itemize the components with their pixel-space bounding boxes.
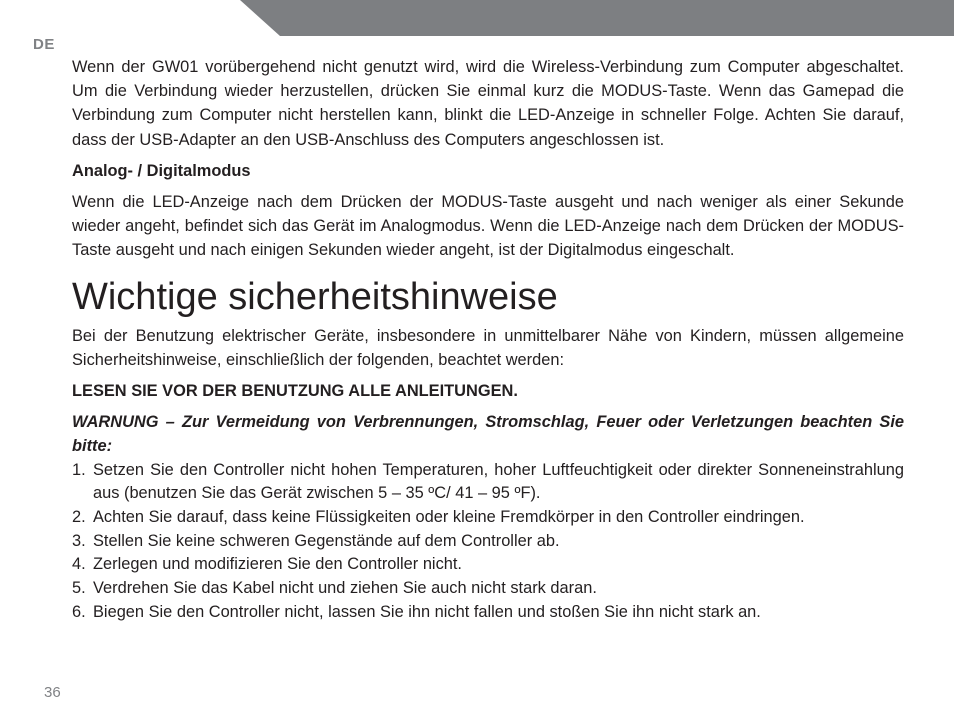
warning-text: WARNUNG – Zur Vermeidung von Verbrennungen, Stromschlag, Feuer oder Verletzungen beachten Sie bitte: [72, 413, 904, 456]
list-item [72, 459, 904, 506]
list-item [72, 577, 904, 601]
safety-title: Wichtige sicherheitshinweise [72, 275, 558, 318]
list-item-number: 2. [72, 508, 86, 527]
read-instructions-notice: LESEN SIE VOR DER BENUTZUNG ALLE ANLEITUNGEN. [72, 382, 518, 401]
language-label: DE [33, 36, 55, 53]
list-item [72, 506, 904, 530]
list-item-number: 6. [72, 602, 86, 621]
list-item-text: Verdrehen Sie das Kabel nicht und ziehen Sie auch nicht stark daran. [93, 579, 597, 598]
list-item-number: 3. [72, 531, 86, 550]
list-item-number: 5. [72, 579, 86, 598]
list-item-text: Stellen Sie keine schweren Gegenstände auf dem Controller ab. [93, 531, 560, 550]
list-item-number: 1. [72, 460, 86, 479]
page-content [72, 55, 904, 625]
safety-intro: Bei der Benutzung elektrischer Geräte, insbesondere in unmittelbarer Nähe von Kindern, müssen allgemeine Sicherheitshinweise, einschließlich der folgenden, beachtet werden: [72, 326, 904, 369]
list-item-text: Achten Sie darauf, dass keine Flüssigkeiten oder kleine Fremdkörper in den Controller eindringen. [93, 508, 805, 527]
list-item-text: Biegen Sie den Controller nicht, lassen Sie ihn nicht fallen und stoßen Sie ihn nicht stark an. [93, 602, 761, 621]
list-item [72, 601, 904, 625]
list-item-text: Zerlegen und modifizieren Sie den Controller nicht. [93, 555, 462, 574]
mode-section-heading: Analog- / Digitalmodus [72, 161, 251, 180]
list-item-text: Setzen Sie den Controller nicht hohen Temperaturen, hoher Luftfeuchtigkeit oder direkter Sonneneinstrahlung aus (benutzen Sie das Gerät zwischen 5 – 35 ºC/ 41 – 95 ºF). [93, 460, 904, 503]
header-tab-decoration [240, 0, 954, 36]
safety-list [72, 459, 904, 625]
page-number: 36 [44, 684, 61, 701]
list-item-number: 4. [72, 555, 86, 574]
intro-paragraph: Wenn der GW01 vorübergehend nicht genutzt wird, wird die Wireless-Verbindung zum Computer abgeschaltet. Um die Verbindung wieder herzustellen, drücken Sie einmal kurz die MODUS-Taste. Wenn das Gamepad die Verbindung zum Computer nicht herstellen kann, blinkt die LED-Anzeige in schneller Folge. Achten Sie darauf, dass der USB-Adapter an den USB-Anschluss des Computers angeschlossen ist. [72, 58, 904, 149]
list-item [72, 553, 904, 577]
list-item [72, 530, 904, 554]
mode-section-paragraph: Wenn die LED-Anzeige nach dem Drücken der MODUS-Taste ausgeht und nach weniger als einer Sekunde wieder angeht, befindet sich das Gerät im Analogmodus. Wenn die LED-Anzeige nach dem Drücken der MODUS-Taste ausgeht und nach einigen Sekunden wieder angeht, ist der Digitalmodus eingeschalt. [72, 193, 904, 260]
